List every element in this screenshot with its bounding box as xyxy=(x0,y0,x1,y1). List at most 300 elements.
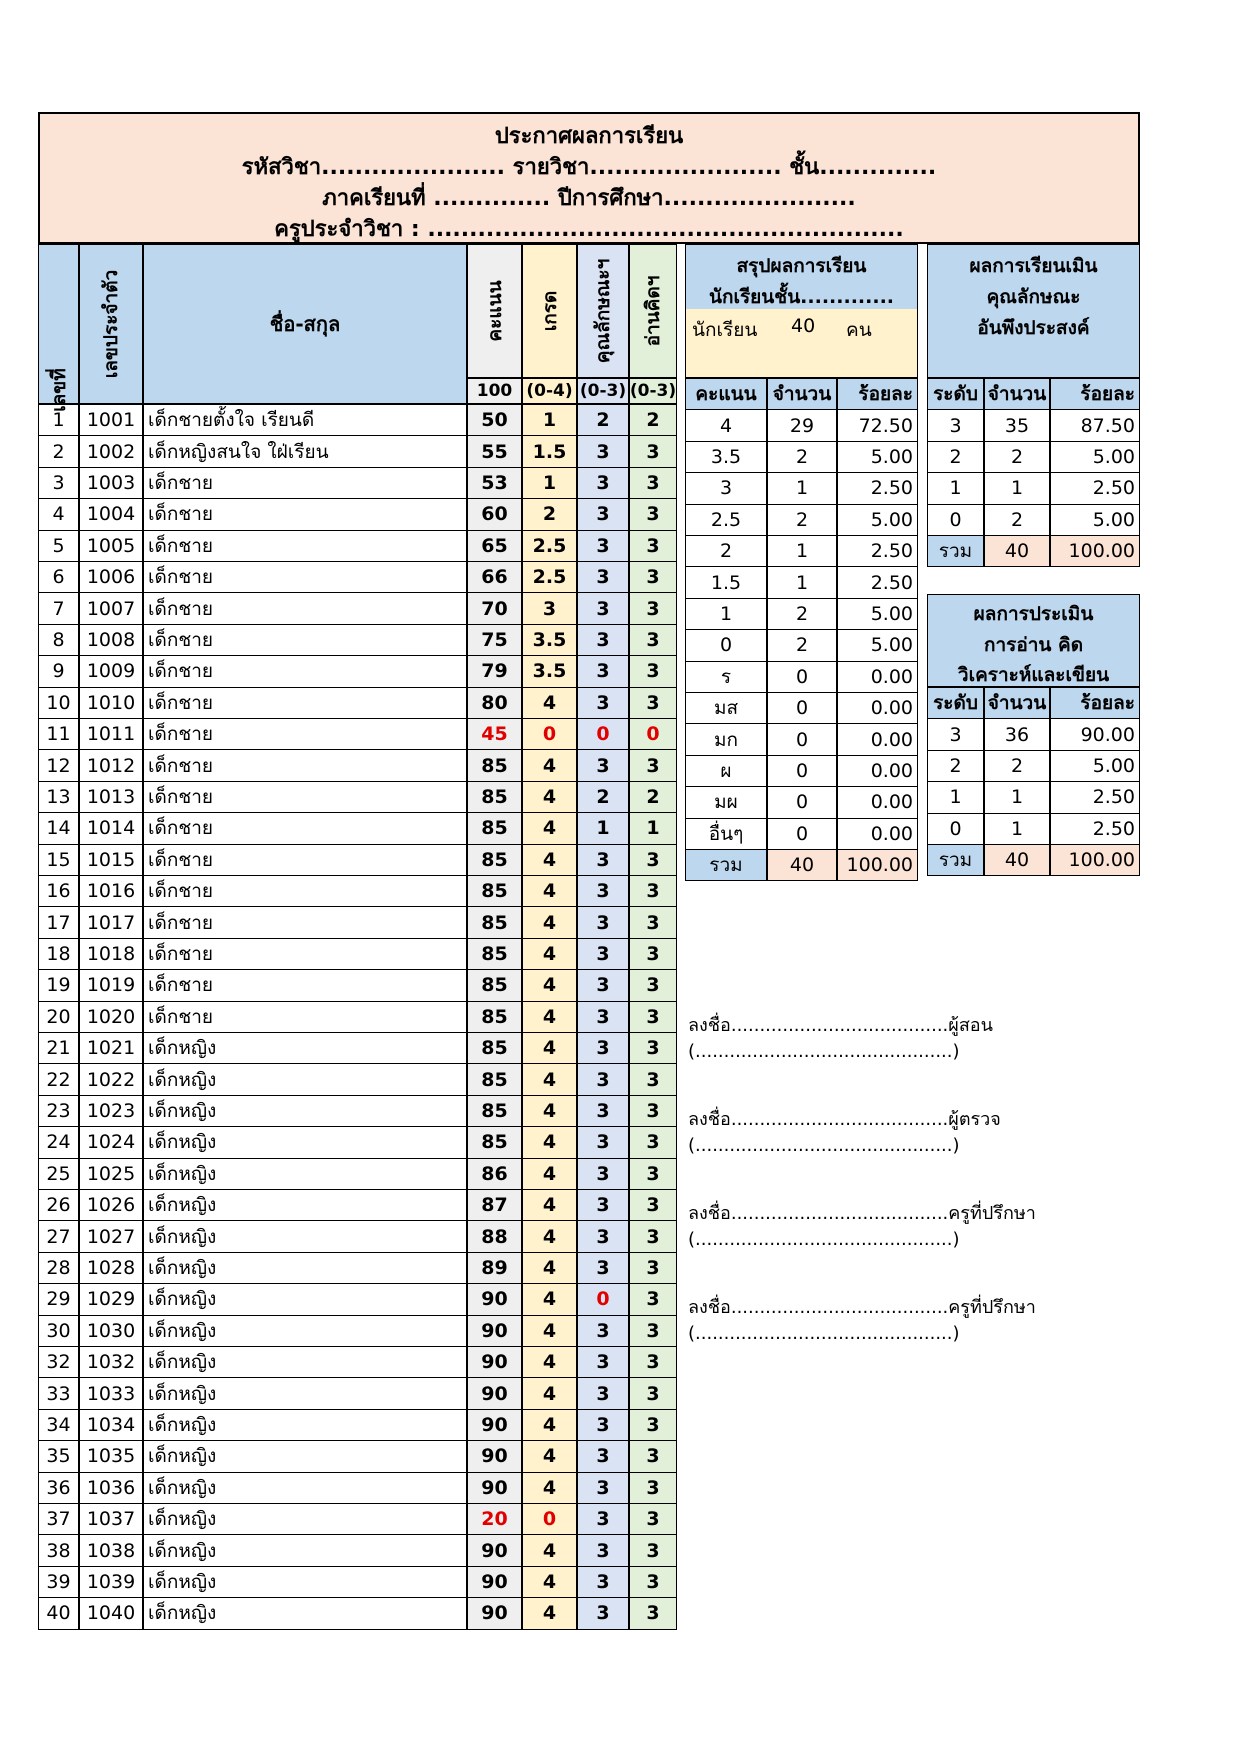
summary-col-1: 2.5 xyxy=(685,504,767,536)
cell-grade: 2.5 xyxy=(522,530,577,562)
cell-grade: 1.5 xyxy=(522,435,577,467)
cell-name: เด็กชาย xyxy=(143,718,467,750)
cell-no: 21 xyxy=(38,1032,79,1064)
cell-trait: 3 xyxy=(577,875,629,907)
summary-col-1: อื่นๆ xyxy=(685,818,767,850)
cell-grade: 4 xyxy=(522,1220,577,1252)
cell-read: 3 xyxy=(629,655,677,687)
traits-col-1: 1 xyxy=(927,472,984,504)
cell-score: 66 xyxy=(467,561,522,593)
reading-col-1: 1 xyxy=(927,781,984,813)
cell-read: 3 xyxy=(629,687,677,719)
cell-grade: 4 xyxy=(522,1032,577,1064)
summary-col-1: 3 xyxy=(685,472,767,504)
traits-col-3: ร้อยละ xyxy=(1050,378,1140,410)
cell-id: 1021 xyxy=(79,1032,143,1064)
cell-no: 15 xyxy=(38,844,79,876)
summary-col-3: 0.00 xyxy=(837,755,918,787)
cell-name: เด็กหญิง xyxy=(143,1597,467,1629)
cell-name: เด็กหญิง xyxy=(143,1126,467,1158)
cell-trait: 3 xyxy=(577,592,629,624)
cell-trait: 3 xyxy=(577,1440,629,1472)
cell-id: 1038 xyxy=(79,1534,143,1566)
cell-read: 3 xyxy=(629,530,677,562)
cell-name: เด็กหญิง xyxy=(143,1409,467,1441)
traits-col-2: จำนวน xyxy=(984,378,1050,410)
cell-read: 3 xyxy=(629,906,677,938)
cell-no: 32 xyxy=(38,1346,79,1378)
cell-trait: 2 xyxy=(577,781,629,813)
semester-line: ภาคเรียนที่ .............. ปีการศึกษา....................... xyxy=(322,186,856,211)
cell-score: 85 xyxy=(467,844,522,876)
cell-id: 1005 xyxy=(79,530,143,562)
cell-no: 12 xyxy=(38,749,79,781)
cell-grade: 3.5 xyxy=(522,655,577,687)
cell-trait: 3 xyxy=(577,1597,629,1629)
cell-no: 29 xyxy=(38,1283,79,1315)
cell-read: 3 xyxy=(629,435,677,467)
cell-id: 1019 xyxy=(79,969,143,1001)
cell-no: 11 xyxy=(38,718,79,750)
summary-col-1: 2 xyxy=(685,535,767,567)
traits-col-1: 2 xyxy=(927,441,984,473)
cell-grade: 2.5 xyxy=(522,561,577,593)
cell-read: 2 xyxy=(629,781,677,813)
cell-name: เด็กหญิง xyxy=(143,1346,467,1378)
reading-col-2: 2 xyxy=(984,750,1050,782)
cell-trait: 3 xyxy=(577,1063,629,1095)
summary-col-2: 1 xyxy=(767,535,837,567)
cell-grade: 3.5 xyxy=(522,624,577,656)
reading-col-2: 1 xyxy=(984,781,1050,813)
cell-name: เด็กหญิง xyxy=(143,1534,467,1566)
cell-id: 1039 xyxy=(79,1566,143,1598)
cell-trait: 3 xyxy=(577,1534,629,1566)
traits-col-1: รวม xyxy=(927,535,984,567)
traits-panel-header xyxy=(927,244,1140,378)
cell-score: 90 xyxy=(467,1472,522,1504)
cell-id: 1040 xyxy=(79,1597,143,1629)
cell-grade: 4 xyxy=(522,1158,577,1190)
reading-title-3: วิเคราะห์และเขียน xyxy=(957,664,1110,686)
cell-read: 3 xyxy=(629,1001,677,1033)
cell-grade: 4 xyxy=(522,1534,577,1566)
cell-name: เด็กชาย xyxy=(143,781,467,813)
cell-no: 30 xyxy=(38,1315,79,1347)
summary-col-1: มส xyxy=(685,692,767,724)
cell-name: เด็กชาย xyxy=(143,969,467,1001)
reading-col-2: 36 xyxy=(984,718,1050,750)
summary-col-3: 2.50 xyxy=(837,535,918,567)
cell-read: 3 xyxy=(629,969,677,1001)
cell-trait: 3 xyxy=(577,969,629,1001)
cell-no: 25 xyxy=(38,1158,79,1190)
cell-no: 26 xyxy=(38,1189,79,1221)
cell-trait: 1 xyxy=(577,812,629,844)
cell-grade: 4 xyxy=(522,1472,577,1504)
cell-read: 3 xyxy=(629,938,677,970)
summary-col-1: 0 xyxy=(685,629,767,661)
cell-grade: 4 xyxy=(522,1346,577,1378)
cell-read: 3 xyxy=(629,561,677,593)
cell-read: 3 xyxy=(629,467,677,499)
column-header-no: เลขที่ xyxy=(38,244,79,404)
cell-name: เด็กหญิง xyxy=(143,1377,467,1409)
cell-id: 1030 xyxy=(79,1315,143,1347)
cell-read: 3 xyxy=(629,624,677,656)
cell-score: 90 xyxy=(467,1597,522,1629)
traits-col-2: 40 xyxy=(984,535,1050,567)
read-range: (0-3) xyxy=(629,378,677,404)
cell-score: 53 xyxy=(467,467,522,499)
cell-name: เด็กชาย xyxy=(143,655,467,687)
cell-read: 3 xyxy=(629,1189,677,1221)
cell-no: 2 xyxy=(38,435,79,467)
traits-col-2: 1 xyxy=(984,472,1050,504)
cell-trait: 3 xyxy=(577,1126,629,1158)
cell-grade: 4 xyxy=(522,1063,577,1095)
cell-no: 28 xyxy=(38,1252,79,1284)
summary-count-unit: คน xyxy=(846,319,872,341)
cell-grade: 4 xyxy=(522,1126,577,1158)
summary-panel-header xyxy=(685,244,918,378)
cell-read: 3 xyxy=(629,1377,677,1409)
cell-grade: 4 xyxy=(522,1440,577,1472)
cell-trait: 3 xyxy=(577,498,629,530)
cell-read: 3 xyxy=(629,749,677,781)
signature-advisor-2-name: (.............................................) xyxy=(688,1323,960,1344)
cell-id: 1015 xyxy=(79,844,143,876)
summary-col-2: 0 xyxy=(767,755,837,787)
cell-score: 87 xyxy=(467,1189,522,1221)
cell-no: 9 xyxy=(38,655,79,687)
cell-id: 1010 xyxy=(79,687,143,719)
cell-id: 1037 xyxy=(79,1503,143,1535)
cell-name: เด็กหญิง xyxy=(143,1063,467,1095)
cell-no: 33 xyxy=(38,1377,79,1409)
signature-advisor-1: ลงชื่อ......................................ครูที่ปรึกษา xyxy=(688,1203,1036,1224)
cell-read: 3 xyxy=(629,1597,677,1629)
traits-title-3: อันพึงประสงค์ xyxy=(977,317,1090,339)
cell-id: 1024 xyxy=(79,1126,143,1158)
summary-count-box xyxy=(686,309,917,377)
cell-grade: 4 xyxy=(522,1377,577,1409)
cell-name: เด็กหญิง xyxy=(143,1283,467,1315)
cell-read: 0 xyxy=(629,718,677,750)
cell-score: 85 xyxy=(467,875,522,907)
cell-trait: 0 xyxy=(577,718,629,750)
cell-id: 1025 xyxy=(79,1158,143,1190)
signature-teacher: ลงชื่อ......................................ผู้สอน xyxy=(688,1015,993,1036)
cell-id: 1029 xyxy=(79,1283,143,1315)
summary-col-3: 0.00 xyxy=(837,661,918,693)
cell-id: 1003 xyxy=(79,467,143,499)
summary-count-value: 40 xyxy=(791,315,816,337)
reading-col-1: 3 xyxy=(927,718,984,750)
cell-no: 5 xyxy=(38,530,79,562)
cell-trait: 3 xyxy=(577,1189,629,1221)
summary-col-3: 100.00 xyxy=(837,849,918,881)
cell-name: เด็กชาย xyxy=(143,1001,467,1033)
cell-name: เด็กหญิง xyxy=(143,1252,467,1284)
cell-grade: 4 xyxy=(522,906,577,938)
cell-score: 65 xyxy=(467,530,522,562)
reading-col-3: 90.00 xyxy=(1050,718,1140,750)
reading-col-1: 2 xyxy=(927,750,984,782)
traits-col-3: 5.00 xyxy=(1050,441,1140,473)
cell-read: 3 xyxy=(629,875,677,907)
cell-read: 3 xyxy=(629,1440,677,1472)
cell-id: 1009 xyxy=(79,655,143,687)
cell-trait: 0 xyxy=(577,1283,629,1315)
summary-col-3: 0.00 xyxy=(837,692,918,724)
cell-name: เด็กชาย xyxy=(143,844,467,876)
summary-col-1: มก xyxy=(685,723,767,755)
traits-col-1: ระดับ xyxy=(927,378,984,410)
cell-trait: 3 xyxy=(577,1252,629,1284)
reading-col-2: 1 xyxy=(984,813,1050,845)
cell-no: 36 xyxy=(38,1472,79,1504)
cell-grade: 4 xyxy=(522,1189,577,1221)
cell-no: 22 xyxy=(38,1063,79,1095)
cell-no: 10 xyxy=(38,687,79,719)
cell-grade: 4 xyxy=(522,844,577,876)
cell-trait: 3 xyxy=(577,844,629,876)
cell-no: 7 xyxy=(38,592,79,624)
summary-col-2: 2 xyxy=(767,629,837,661)
cell-score: 90 xyxy=(467,1315,522,1347)
summary-col-1: ผ xyxy=(685,755,767,787)
cell-id: 1026 xyxy=(79,1189,143,1221)
cell-trait: 3 xyxy=(577,1409,629,1441)
cell-id: 1011 xyxy=(79,718,143,750)
cell-name: เด็กหญิง xyxy=(143,1472,467,1504)
cell-grade: 4 xyxy=(522,1095,577,1127)
cell-trait: 3 xyxy=(577,938,629,970)
cell-score: 85 xyxy=(467,938,522,970)
summary-col-2: 2 xyxy=(767,504,837,536)
report-title: ประกาศผลการเรียน xyxy=(494,124,684,149)
cell-read: 3 xyxy=(629,1472,677,1504)
cell-grade: 4 xyxy=(522,749,577,781)
cell-read: 3 xyxy=(629,1283,677,1315)
cell-grade: 4 xyxy=(522,1409,577,1441)
cell-read: 1 xyxy=(629,812,677,844)
cell-name: เด็กหญิง xyxy=(143,1440,467,1472)
traits-title-2: คุณลักษณะ xyxy=(986,286,1081,308)
summary-col-1: 4 xyxy=(685,409,767,441)
cell-score: 85 xyxy=(467,1063,522,1095)
summary-title: สรุปผลการเรียน xyxy=(736,255,867,277)
cell-score: 86 xyxy=(467,1158,522,1190)
cell-score: 80 xyxy=(467,687,522,719)
signature-advisor-1-name: (.............................................) xyxy=(688,1229,960,1250)
cell-no: 20 xyxy=(38,1001,79,1033)
cell-trait: 3 xyxy=(577,1158,629,1190)
cell-id: 1036 xyxy=(79,1472,143,1504)
cell-id: 1001 xyxy=(79,404,143,436)
cell-name: เด็กชาย xyxy=(143,530,467,562)
cell-trait: 3 xyxy=(577,1566,629,1598)
cell-score: 90 xyxy=(467,1283,522,1315)
cell-id: 1012 xyxy=(79,749,143,781)
reading-col-3: 2.50 xyxy=(1050,781,1140,813)
cell-read: 3 xyxy=(629,1158,677,1190)
cell-score: 90 xyxy=(467,1409,522,1441)
summary-col-1: ร xyxy=(685,661,767,693)
cell-no: 13 xyxy=(38,781,79,813)
teacher-line: ครูประจำวิชา : ......................................................... xyxy=(274,217,904,242)
cell-score: 90 xyxy=(467,1377,522,1409)
cell-trait: 3 xyxy=(577,1220,629,1252)
cell-id: 1002 xyxy=(79,435,143,467)
summary-col-3: 2.50 xyxy=(837,566,918,598)
report-header xyxy=(38,112,1140,244)
cell-name: เด็กชาย xyxy=(143,687,467,719)
cell-name: เด็กหญิง xyxy=(143,1503,467,1535)
cell-read: 3 xyxy=(629,1063,677,1095)
reading-col-2: 40 xyxy=(984,844,1050,876)
reading-col-2: จำนวน xyxy=(984,687,1050,719)
cell-name: เด็กชาย xyxy=(143,749,467,781)
cell-score: 90 xyxy=(467,1346,522,1378)
summary-col-2: 1 xyxy=(767,566,837,598)
cell-score: 45 xyxy=(467,718,522,750)
cell-read: 3 xyxy=(629,1095,677,1127)
cell-no: 3 xyxy=(38,467,79,499)
cell-id: 1016 xyxy=(79,875,143,907)
cell-trait: 3 xyxy=(577,1346,629,1378)
cell-trait: 3 xyxy=(577,1472,629,1504)
summary-col-3: 5.00 xyxy=(837,441,918,473)
cell-no: 16 xyxy=(38,875,79,907)
cell-no: 39 xyxy=(38,1566,79,1598)
cell-score: 75 xyxy=(467,624,522,656)
cell-no: 40 xyxy=(38,1597,79,1629)
cell-score: 55 xyxy=(467,435,522,467)
cell-no: 37 xyxy=(38,1503,79,1535)
cell-trait: 3 xyxy=(577,1315,629,1347)
cell-score: 60 xyxy=(467,498,522,530)
reading-col-3: 5.00 xyxy=(1050,750,1140,782)
cell-grade: 4 xyxy=(522,1252,577,1284)
reading-col-1: รวม xyxy=(927,844,984,876)
cell-read: 3 xyxy=(629,498,677,530)
cell-no: 34 xyxy=(38,1409,79,1441)
cell-trait: 3 xyxy=(577,749,629,781)
signature-inspector: ลงชื่อ......................................ผู้ตรวจ xyxy=(688,1109,1001,1130)
signature-inspector-name: (.............................................) xyxy=(688,1135,960,1156)
cell-name: เด็กชาย xyxy=(143,624,467,656)
column-header-id: เลขประจำตัว xyxy=(79,244,143,404)
cell-id: 1018 xyxy=(79,938,143,970)
cell-no: 8 xyxy=(38,624,79,656)
summary-col-1: 1 xyxy=(685,598,767,630)
traits-col-2: 2 xyxy=(984,504,1050,536)
cell-grade: 4 xyxy=(522,1566,577,1598)
cell-id: 1020 xyxy=(79,1001,143,1033)
cell-trait: 3 xyxy=(577,1095,629,1127)
cell-no: 19 xyxy=(38,969,79,1001)
cell-id: 1004 xyxy=(79,498,143,530)
cell-trait: 3 xyxy=(577,687,629,719)
cell-score: 85 xyxy=(467,1126,522,1158)
cell-grade: 4 xyxy=(522,1597,577,1629)
cell-score: 50 xyxy=(467,404,522,436)
cell-name: เด็กหญิง xyxy=(143,1220,467,1252)
traits-col-3: 5.00 xyxy=(1050,504,1140,536)
cell-score: 85 xyxy=(467,969,522,1001)
cell-score: 70 xyxy=(467,592,522,624)
traits-col-1: 0 xyxy=(927,504,984,536)
cell-read: 3 xyxy=(629,1409,677,1441)
cell-name: เด็กชาย xyxy=(143,467,467,499)
cell-score: 90 xyxy=(467,1566,522,1598)
cell-grade: 4 xyxy=(522,938,577,970)
score-max: 100 xyxy=(467,378,522,404)
column-header-grade: เกรด xyxy=(522,244,577,378)
summary-col-3: 5.00 xyxy=(837,629,918,661)
cell-name: เด็กชาย xyxy=(143,498,467,530)
cell-id: 1013 xyxy=(79,781,143,813)
cell-score: 90 xyxy=(467,1440,522,1472)
cell-name: เด็กหญิงสนใจ ใฝ่เรียน xyxy=(143,435,467,467)
cell-no: 24 xyxy=(38,1126,79,1158)
cell-read: 3 xyxy=(629,1346,677,1378)
cell-id: 1007 xyxy=(79,592,143,624)
cell-score: 85 xyxy=(467,749,522,781)
traits-col-2: 2 xyxy=(984,441,1050,473)
cell-name: เด็กชาย xyxy=(143,561,467,593)
summary-col-1: คะแนน xyxy=(685,378,767,410)
cell-no: 6 xyxy=(38,561,79,593)
summary-col-3: 5.00 xyxy=(837,598,918,630)
cell-trait: 2 xyxy=(577,404,629,436)
cell-score: 85 xyxy=(467,906,522,938)
cell-grade: 4 xyxy=(522,781,577,813)
cell-read: 3 xyxy=(629,1032,677,1064)
cell-no: 23 xyxy=(38,1095,79,1127)
summary-col-3: 0.00 xyxy=(837,818,918,850)
cell-score: 89 xyxy=(467,1252,522,1284)
cell-name: เด็กหญิง xyxy=(143,1315,467,1347)
cell-grade: 0 xyxy=(522,1503,577,1535)
cell-grade: 4 xyxy=(522,875,577,907)
summary-col-3: 2.50 xyxy=(837,472,918,504)
summary-col-2: 0 xyxy=(767,661,837,693)
cell-no: 14 xyxy=(38,812,79,844)
summary-col-2: จำนวน xyxy=(767,378,837,410)
cell-id: 1032 xyxy=(79,1346,143,1378)
cell-score: 85 xyxy=(467,812,522,844)
summary-col-2: 0 xyxy=(767,818,837,850)
cell-id: 1023 xyxy=(79,1095,143,1127)
cell-read: 2 xyxy=(629,404,677,436)
traits-title-1: ผลการเรียนเมิน xyxy=(969,255,1098,277)
cell-grade: 4 xyxy=(522,969,577,1001)
cell-id: 1006 xyxy=(79,561,143,593)
reading-title-1: ผลการประเมิน xyxy=(973,603,1094,625)
column-header-trait: คุณลักษณะฯ xyxy=(577,244,629,378)
cell-id: 1028 xyxy=(79,1252,143,1284)
trait-range: (0-3) xyxy=(577,378,629,404)
traits-col-3: 100.00 xyxy=(1050,535,1140,567)
cell-name: เด็กหญิง xyxy=(143,1189,467,1221)
cell-trait: 3 xyxy=(577,467,629,499)
cell-score: 85 xyxy=(467,781,522,813)
summary-col-2: 29 xyxy=(767,409,837,441)
cell-grade: 3 xyxy=(522,592,577,624)
